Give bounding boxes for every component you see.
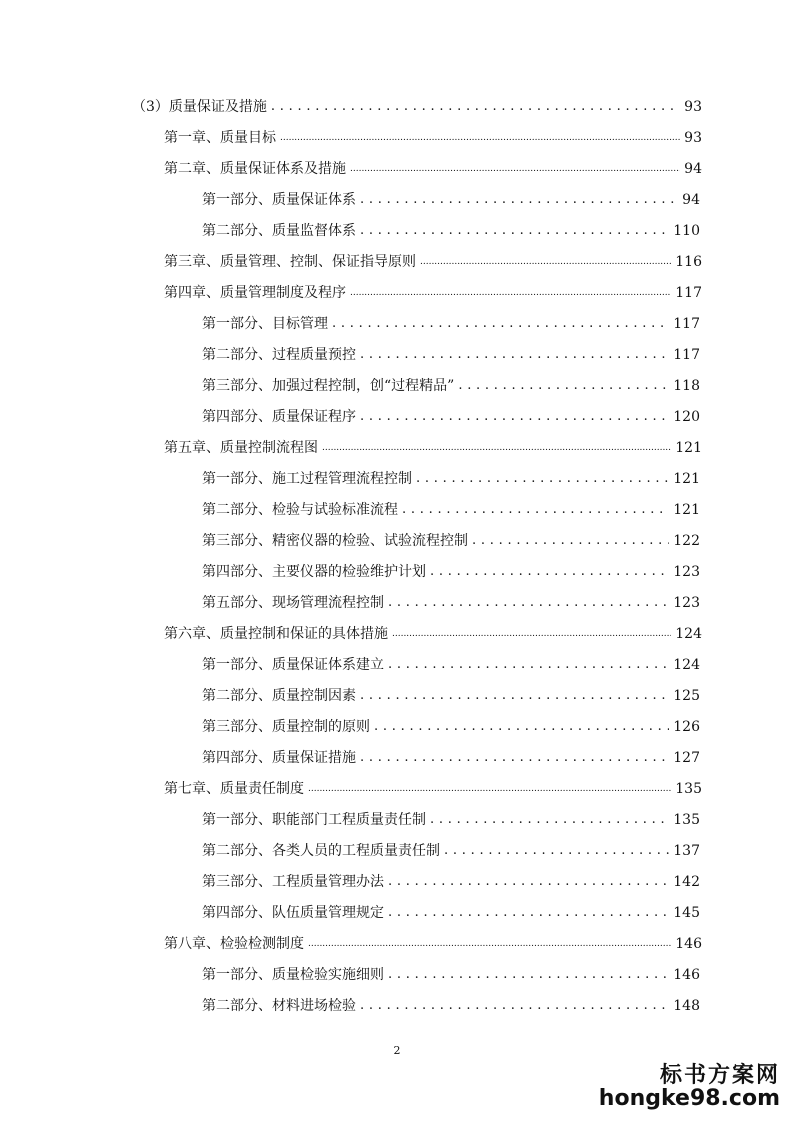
dot-leader (430, 562, 669, 581)
toc-entry-title: 第二部分、材料进场检验 (202, 998, 356, 1014)
toc-entry[interactable] (202, 367, 700, 395)
toc-entry-title: 第二部分、各类人员的工程质量责任制 (202, 843, 440, 859)
toc-entry-title: 第二部分、检验与试验标准流程 (202, 502, 398, 518)
toc-entry[interactable] (164, 150, 702, 178)
toc-entry[interactable] (202, 336, 700, 364)
toc-entry-title: 第一部分、施工过程管理流程控制 (202, 471, 412, 487)
toc-entry-title: 第一部分、质量保证体系建立 (202, 657, 384, 673)
toc-entry[interactable] (202, 212, 700, 240)
toc-entry[interactable] (202, 398, 700, 426)
toc-entry[interactable] (202, 801, 700, 829)
toc-entry-title: 第三部分、工程质量管理办法 (202, 874, 384, 890)
toc-entry-title: 第二部分、质量控制因素 (202, 688, 356, 704)
toc-entry[interactable] (164, 925, 702, 953)
toc-entry-page: 146 (675, 936, 702, 952)
toc-entry[interactable] (202, 708, 700, 736)
toc-entry-page: 116 (675, 254, 702, 270)
toc-entry[interactable] (202, 956, 700, 984)
toc-entry[interactable] (202, 305, 700, 333)
toc-entry[interactable] (202, 553, 700, 581)
toc-entry-page: 137 (673, 843, 700, 859)
toc-entry-title: 第一部分、质量检验实施细则 (202, 967, 384, 983)
toc-entry-page: 124 (673, 657, 700, 673)
dot-leader (280, 127, 680, 147)
toc-entry-page: 124 (675, 626, 702, 642)
toc-entry-title: 第七章、质量责任制度 (164, 781, 304, 797)
toc-entry-title: 第四章、质量管理制度及程序 (164, 285, 346, 301)
watermark-site: hongke98.com (598, 1086, 780, 1111)
toc-entry-title: 第一章、质量目标 (164, 130, 276, 146)
toc-entry-page: 146 (673, 967, 700, 983)
toc-entry-title: 第四部分、队伍质量管理规定 (202, 905, 384, 921)
toc-entry-page: 126 (673, 719, 700, 735)
dot-leader (388, 965, 669, 984)
toc-entry-page: 148 (673, 998, 700, 1014)
dot-leader (388, 593, 669, 612)
dot-leader (388, 903, 669, 922)
toc-entry-page: 127 (673, 750, 700, 766)
toc-entry-page: 142 (673, 874, 700, 890)
toc-entry-title: 第八章、检验检测制度 (164, 936, 304, 952)
toc-entry-title: 第六章、质量控制和保证的具体措施 (164, 626, 388, 642)
dot-leader (374, 717, 669, 736)
toc-entry[interactable] (202, 987, 700, 1015)
toc-entry-page: 135 (673, 812, 700, 828)
toc-entry[interactable] (164, 770, 702, 798)
dot-leader (360, 407, 669, 426)
toc-entry-title: 第四部分、主要仪器的检验维护计划 (202, 564, 426, 580)
toc-entry[interactable] (202, 739, 700, 767)
toc-entry[interactable] (164, 615, 702, 643)
toc-entry-title: 第三部分、精密仪器的检验、试验流程控制 (202, 533, 468, 549)
toc-entry-title: 第一部分、目标管理 (202, 316, 328, 332)
toc-entry[interactable] (202, 832, 700, 860)
toc-entry-title: 第五章、质量控制流程图 (164, 440, 318, 456)
dot-leader (322, 437, 671, 457)
toc-entry[interactable] (164, 429, 702, 457)
dot-leader (360, 996, 669, 1015)
dot-leader (360, 221, 669, 240)
toc-entry-title: 第三章、质量管理、控制、保证指导原则 (164, 254, 416, 270)
dot-leader (271, 97, 680, 116)
toc-entry-page: 123 (673, 564, 700, 580)
dot-leader (350, 282, 671, 302)
toc-entry-title: 第四部分、质量保证措施 (202, 750, 356, 766)
watermark-chinese: 标书方案网 (659, 1062, 780, 1088)
toc-entry[interactable] (202, 584, 700, 612)
toc-entry-page: 125 (673, 688, 700, 704)
page-number: 2 (393, 1044, 401, 1057)
dot-leader (392, 623, 671, 643)
toc-entry-title: 第二部分、质量监督体系 (202, 223, 356, 239)
toc-entry-title: 第五部分、现场管理流程控制 (202, 595, 384, 611)
toc-entry[interactable] (132, 88, 702, 116)
toc-entry-page: 117 (673, 316, 700, 332)
toc-entry-title: （3）质量保证及措施 (132, 99, 267, 115)
dot-leader (308, 933, 671, 953)
toc-entry[interactable] (202, 646, 700, 674)
toc-entry[interactable] (164, 243, 702, 271)
dot-leader (472, 531, 669, 550)
toc-entry-page: 135 (675, 781, 702, 797)
dot-leader (458, 376, 669, 395)
dot-leader (444, 841, 669, 860)
toc-entry[interactable] (164, 119, 702, 147)
toc-entry-page: 117 (673, 347, 700, 363)
dot-leader (350, 158, 680, 178)
dot-leader (416, 469, 669, 488)
dot-leader (430, 810, 669, 829)
dot-leader (360, 345, 669, 364)
dot-leader (420, 251, 671, 271)
toc-entry-page: 123 (673, 595, 700, 611)
toc-entry-title: 第二章、质量保证体系及措施 (164, 161, 346, 177)
toc-entry[interactable] (202, 894, 700, 922)
toc-entry-page: 93 (684, 99, 702, 115)
dot-leader (388, 655, 669, 674)
toc-entry-page: 118 (673, 378, 700, 394)
toc-entry[interactable] (202, 677, 700, 705)
watermark (599, 1064, 780, 1110)
toc-entry[interactable] (202, 522, 700, 550)
toc-entry[interactable] (202, 460, 700, 488)
toc-entry-title: 第二部分、过程质量预控 (202, 347, 356, 363)
toc-entry[interactable] (202, 491, 700, 519)
toc-entry-page: 121 (675, 440, 702, 456)
toc-entry-title: 第四部分、质量保证程序 (202, 409, 356, 425)
toc-entry-page: 117 (675, 285, 702, 301)
toc-entry-page: 122 (673, 533, 700, 549)
dot-leader (360, 686, 669, 705)
toc-entry-page: 121 (673, 471, 700, 487)
toc-entry-page: 121 (673, 502, 700, 518)
toc-entry-page: 120 (673, 409, 700, 425)
toc-entry-title: 第一部分、质量保证体系 (202, 192, 356, 208)
toc-entry-title: 第一部分、职能部门工程质量责任制 (202, 812, 426, 828)
dot-leader (402, 500, 669, 519)
toc-entry[interactable] (202, 863, 700, 891)
dot-leader (332, 314, 669, 333)
toc-entry[interactable] (202, 181, 700, 209)
dot-leader (360, 190, 678, 209)
toc-entry-page: 94 (682, 192, 700, 208)
toc-entry-title: 第三部分、加强过程控制，创“过程精品” (202, 378, 455, 394)
toc-entry-page: 110 (673, 223, 700, 239)
toc-entry-page: 145 (673, 905, 700, 921)
dot-leader (360, 748, 669, 767)
toc-entry[interactable] (164, 274, 702, 302)
toc-entry-page: 93 (684, 130, 702, 146)
dot-leader (308, 778, 671, 798)
toc-entry-title: 第三部分、质量控制的原则 (202, 719, 370, 735)
toc-entry-page: 94 (684, 161, 702, 177)
dot-leader (388, 872, 669, 891)
